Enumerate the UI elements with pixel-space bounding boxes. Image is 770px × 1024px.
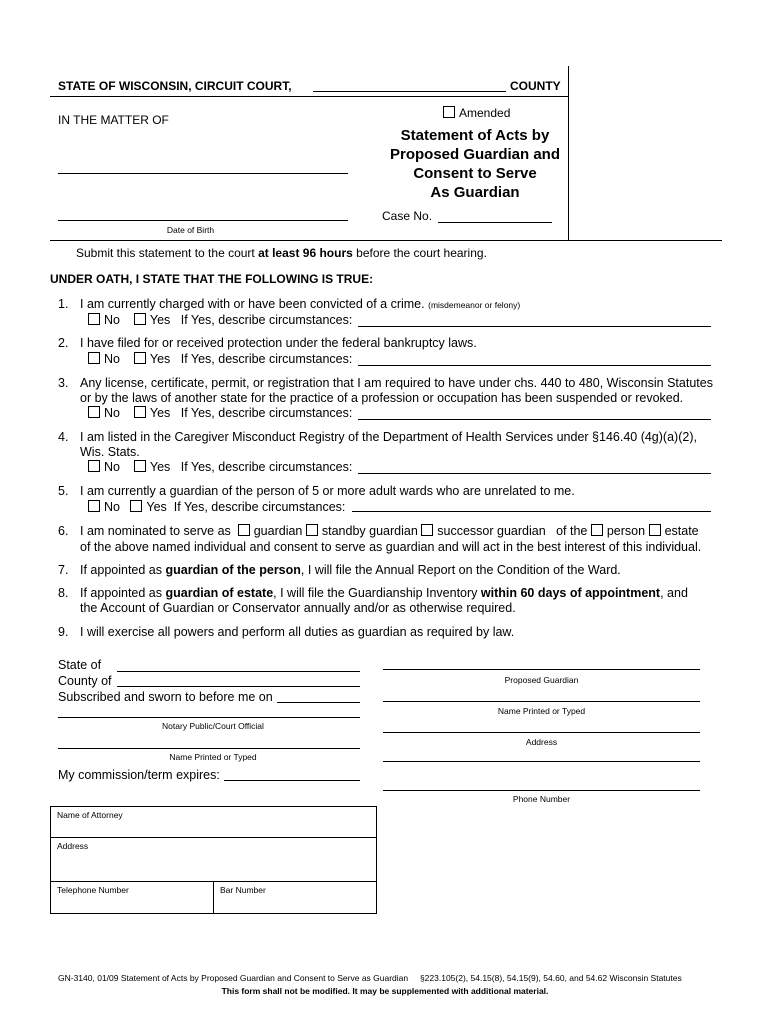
item-8-bold-2: within 60 days of appointment bbox=[480, 586, 661, 600]
item-2-no-checkbox[interactable] bbox=[88, 352, 100, 364]
person-checkbox[interactable] bbox=[591, 524, 603, 536]
attorney-box bbox=[50, 806, 377, 914]
in-the-matter-label: IN THE MATTER OF bbox=[58, 113, 169, 127]
state-of-field[interactable] bbox=[117, 671, 360, 672]
item-8-number: 8. bbox=[58, 586, 69, 600]
item-2-circumstances-field[interactable] bbox=[358, 365, 711, 366]
successor-guardian-label: successor guardian bbox=[437, 524, 546, 538]
item-5-if-yes-label: If Yes, describe circumstances: bbox=[173, 500, 346, 514]
item-5-answer bbox=[88, 500, 345, 515]
guardian-phone-caption: Phone Number bbox=[512, 794, 571, 804]
item-4 bbox=[58, 430, 697, 445]
item-4-number: 4. bbox=[58, 430, 69, 444]
item-3 bbox=[58, 376, 713, 391]
attorney-telephone-label: Telephone Number bbox=[57, 885, 129, 895]
item-3-if-yes-label: If Yes, describe circumstances: bbox=[180, 406, 353, 420]
state-court-label: STATE OF WISCONSIN, CIRCUIT COURT, bbox=[58, 79, 292, 93]
notary-signature-field[interactable] bbox=[58, 717, 360, 718]
item-2-if-yes-label: If Yes, describe circumstances: bbox=[180, 352, 353, 366]
item-5-number: 5. bbox=[58, 484, 69, 498]
item-4-circumstances-field[interactable] bbox=[358, 473, 711, 474]
item-1-number: 1. bbox=[58, 297, 69, 311]
item-4-no-checkbox[interactable] bbox=[88, 460, 100, 472]
item-1 bbox=[58, 297, 520, 313]
item-4-if-yes-label: If Yes, describe circumstances: bbox=[180, 460, 353, 474]
amended-option[interactable] bbox=[443, 106, 510, 120]
state-of-label: State of bbox=[58, 658, 102, 672]
matter-name-field[interactable] bbox=[58, 173, 348, 174]
circuit-court-county-field[interactable] bbox=[313, 91, 506, 92]
notary-name-caption: Name Printed or Typed bbox=[169, 752, 257, 762]
county-label: COUNTY bbox=[510, 79, 561, 93]
item-1-no-checkbox[interactable] bbox=[88, 313, 100, 325]
attorney-name-cell[interactable] bbox=[51, 807, 377, 838]
item-3-yes-label: Yes bbox=[149, 406, 171, 420]
item-6-pre: I am nominated to serve as bbox=[80, 524, 231, 538]
item-2-answer bbox=[88, 352, 352, 367]
item-1-text: I am currently charged with or have been convicted of a crime. bbox=[80, 297, 425, 311]
item-3-number: 3. bbox=[58, 376, 69, 390]
form-title bbox=[370, 126, 580, 202]
header-bottom-rule bbox=[50, 240, 722, 241]
item-5-circumstances-field[interactable] bbox=[352, 511, 711, 512]
title-line-2: Proposed Guardian and bbox=[389, 146, 561, 163]
item-5-no-checkbox[interactable] bbox=[88, 500, 100, 512]
item-6-line-2-wrap bbox=[58, 540, 701, 555]
attorney-address-cell[interactable] bbox=[51, 838, 377, 882]
guardian-address-field-2[interactable] bbox=[383, 761, 700, 762]
item-3-yes-checkbox[interactable] bbox=[134, 406, 146, 418]
date-of-birth-field[interactable] bbox=[58, 220, 348, 221]
item-8-bold-1: guardian of estate bbox=[165, 586, 274, 600]
attorney-telephone-cell[interactable] bbox=[51, 882, 214, 914]
item-2-yes-checkbox[interactable] bbox=[134, 352, 146, 364]
guardian-checkbox[interactable] bbox=[238, 524, 250, 536]
item-6 bbox=[58, 524, 699, 539]
successor-guardian-checkbox[interactable] bbox=[421, 524, 433, 536]
item-3-line-1: Any license, certificate, permit, or registration that I am required to have under chs. 440 to 480, Wisconsin Statutes bbox=[80, 376, 713, 390]
item-7-number: 7. bbox=[58, 563, 69, 577]
standby-guardian-checkbox[interactable] bbox=[306, 524, 318, 536]
submit-text-pre: Submit this statement to the court bbox=[76, 246, 259, 260]
amended-label: Amended bbox=[459, 106, 511, 120]
attorney-bar-cell[interactable] bbox=[214, 882, 377, 914]
item-3-circumstances-field[interactable] bbox=[358, 419, 711, 420]
item-2-yes-label: Yes bbox=[149, 352, 171, 366]
estate-label: estate bbox=[664, 524, 699, 538]
estate-checkbox[interactable] bbox=[649, 524, 661, 536]
attorney-address-label: Address bbox=[57, 841, 89, 851]
proposed-guardian-signature-field[interactable] bbox=[383, 669, 700, 670]
item-8-pre: If appointed as bbox=[80, 586, 166, 600]
county-of-label: County of bbox=[58, 674, 112, 688]
guardian-address-field[interactable] bbox=[383, 732, 700, 733]
submit-instruction bbox=[76, 246, 487, 260]
item-8-line-2: the Account of Guardian or Conservator annually and/or as otherwise required. bbox=[80, 601, 516, 615]
item-8-line-2-wrap bbox=[58, 601, 516, 616]
item-4-no-label: No bbox=[104, 460, 120, 474]
guardian-phone-field[interactable] bbox=[383, 790, 700, 791]
guardian-label: guardian bbox=[253, 524, 303, 538]
item-2 bbox=[58, 336, 477, 351]
commission-label: My commission/term expires: bbox=[58, 768, 220, 782]
item-4-line-1: I am listed in the Caregiver Misconduct Registry of the Department of Health Services under §146.40 (4g)(a)(2), bbox=[80, 430, 697, 444]
item-3-no-checkbox[interactable] bbox=[88, 406, 100, 418]
item-2-number: 2. bbox=[58, 336, 69, 350]
attorney-bar-label: Bar Number bbox=[220, 885, 266, 895]
submit-text-post: before the court hearing. bbox=[352, 246, 487, 260]
attorney-name-label: Name of Attorney bbox=[57, 810, 123, 820]
item-1-no-label: No bbox=[104, 313, 120, 327]
item-3-no-label: No bbox=[104, 406, 120, 420]
guardian-address-caption: Address bbox=[525, 737, 558, 747]
person-label: person bbox=[606, 524, 646, 538]
commission-field[interactable] bbox=[224, 780, 360, 781]
title-line-3: Consent to Serve bbox=[413, 165, 537, 182]
item-7-pre: If appointed as bbox=[80, 563, 166, 577]
guardian-name-field[interactable] bbox=[383, 701, 700, 702]
item-4-line-2: Wis. Stats. bbox=[80, 445, 140, 459]
case-no-label: Case No. bbox=[382, 209, 433, 223]
item-4-line-2-wrap bbox=[58, 445, 140, 460]
item-5-yes-label: Yes bbox=[146, 500, 167, 514]
item-6-number: 6. bbox=[58, 524, 69, 538]
item-1-note: (misdemeanor or felony) bbox=[428, 300, 521, 310]
subscribed-label: Subscribed and sworn to before me on bbox=[58, 690, 273, 704]
county-of-field[interactable] bbox=[117, 686, 360, 687]
item-3-line-2-wrap bbox=[58, 391, 683, 406]
item-4-yes-label: Yes bbox=[149, 460, 171, 474]
item-9-text: I will exercise all powers and perform all duties as guardian as required by law. bbox=[80, 625, 515, 639]
item-3-answer bbox=[88, 406, 352, 421]
item-1-if-yes-label: If Yes, describe circumstances: bbox=[180, 313, 353, 327]
item-5 bbox=[58, 484, 575, 499]
title-line-1: Statement of Acts by bbox=[400, 127, 550, 144]
header-top-rule bbox=[50, 96, 568, 97]
item-1-yes-label: Yes bbox=[149, 313, 171, 327]
item-4-yes-checkbox[interactable] bbox=[134, 460, 146, 472]
item-7 bbox=[58, 563, 621, 578]
amended-checkbox[interactable] bbox=[443, 106, 455, 118]
item-4-answer bbox=[88, 460, 352, 475]
item-5-no-label: No bbox=[104, 500, 120, 514]
subscribed-date-field[interactable] bbox=[277, 702, 360, 703]
of-the-label: of the bbox=[556, 524, 588, 538]
item-8-post: , and bbox=[660, 586, 688, 600]
item-5-yes-checkbox[interactable] bbox=[130, 500, 142, 512]
item-8 bbox=[58, 586, 688, 601]
case-no-field[interactable] bbox=[438, 222, 552, 223]
item-1-yes-checkbox[interactable] bbox=[134, 313, 146, 325]
notary-caption: Notary Public/Court Official bbox=[162, 721, 264, 731]
standby-guardian-label: standby guardian bbox=[321, 524, 418, 538]
footer-form-line bbox=[58, 973, 682, 983]
item-1-circumstances-field[interactable] bbox=[358, 326, 711, 327]
date-of-birth-caption: Date of Birth bbox=[166, 225, 215, 235]
item-2-text: I have filed for or received protection under the federal bankruptcy laws. bbox=[80, 336, 477, 350]
title-line-4: As Guardian bbox=[430, 184, 520, 201]
submit-text-bold: at least 96 hours bbox=[258, 246, 353, 260]
footer-form-id: GN-3140, 01/09 Statement of Acts by Proposed Guardian and Consent to Serve as Guardian bbox=[58, 973, 409, 983]
item-3-line-2: or by the laws of another state for the practice of a profession or occupation has been suspended or revoked. bbox=[80, 391, 684, 405]
item-8-mid: , I will file the Guardianship Inventory bbox=[273, 586, 481, 600]
item-9-number: 9. bbox=[58, 625, 69, 639]
item-6-line-2: of the above named individual and consent to serve as guardian and will act in the best interest of this individual. bbox=[80, 540, 702, 554]
item-7-bold: guardian of the person bbox=[165, 563, 301, 577]
item-5-text: I am currently a guardian of the person of 5 or more adult wards who are unrelated to me. bbox=[80, 484, 575, 498]
guardian-name-caption: Name Printed or Typed bbox=[497, 706, 586, 716]
item-2-no-label: No bbox=[104, 352, 120, 366]
item-7-post: , I will file the Annual Report on the Condition of the Ward. bbox=[300, 563, 621, 577]
item-9 bbox=[58, 625, 514, 640]
proposed-guardian-caption: Proposed Guardian bbox=[504, 675, 579, 685]
notary-name-field[interactable] bbox=[58, 748, 360, 749]
footer-notice: This form shall not be modified. It may be supplemented with additional material. bbox=[221, 986, 549, 996]
oath-heading: UNDER OATH, I STATE THAT THE FOLLOWING IS TRUE: bbox=[50, 272, 374, 286]
footer-statutes: §223.105(2), 54.15(8), 54.15(9), 54.60, and 54.62 Wisconsin Statutes bbox=[419, 973, 682, 983]
